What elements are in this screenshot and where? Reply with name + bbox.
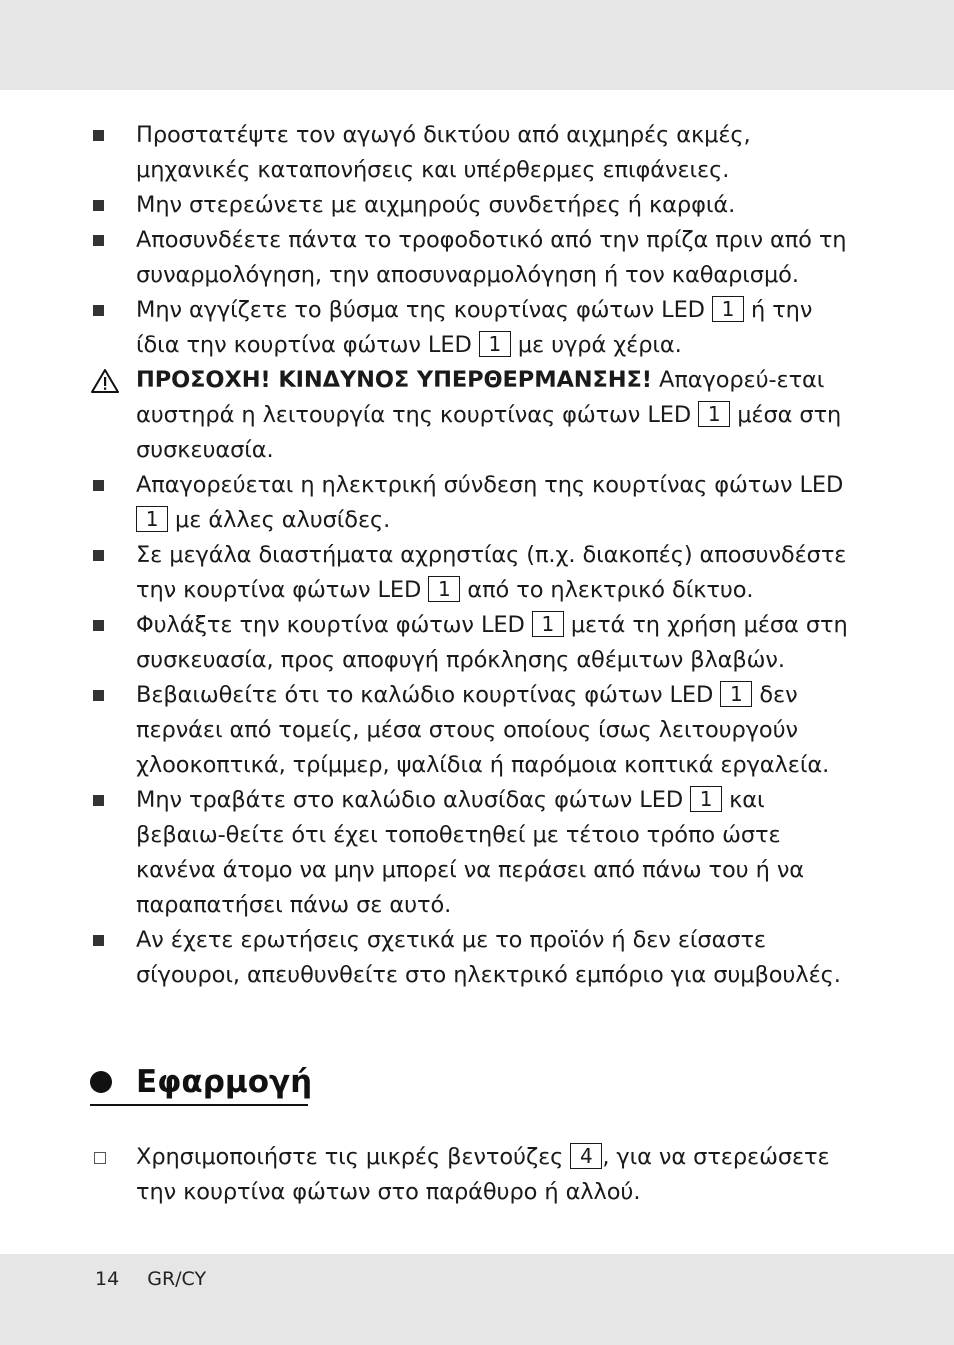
part-reference: 1: [428, 576, 460, 602]
square-bullet-icon: [88, 783, 136, 818]
text-segment: Μην αγγίζετε το βύσμα της κουρτίνας φώτων LED: [136, 297, 712, 323]
square-bullet-icon: [88, 293, 136, 328]
section-title: Εφαρμογή: [136, 1064, 313, 1100]
part-reference: 1: [479, 331, 511, 357]
page-footer: [95, 1268, 228, 1290]
part-reference: 4: [570, 1143, 602, 1169]
text-segment: μέσα στη συσκευασία.: [136, 402, 842, 463]
square-bullet-icon: [88, 923, 136, 958]
part-reference: 1: [532, 611, 564, 637]
text-segment: Φυλάξτε την κουρτίνα φώτων LED: [136, 612, 532, 638]
square-bullet-icon: [88, 468, 136, 503]
list-item: [88, 923, 868, 993]
part-reference: 1: [136, 506, 168, 532]
locale-code: GR/CY: [147, 1268, 207, 1290]
list-item: [88, 363, 868, 468]
item-text: [136, 223, 858, 293]
square-bullet-icon: [88, 538, 136, 573]
list-item: [88, 118, 868, 188]
text-segment: Προστατέψτε τον αγωγό δικτύου από αιχμηρές ακμές, μηχανικές καταπονήσεις και υπέρθερμες επιφάνειες.: [136, 122, 751, 183]
list-item: [88, 783, 868, 923]
square-bullet-icon: [88, 118, 136, 153]
item-text: [136, 1140, 858, 1210]
item-text: [136, 923, 858, 993]
item-text: [136, 608, 858, 678]
item-text: [136, 538, 858, 608]
square-bullet-icon: [88, 223, 136, 258]
list-item: [88, 608, 868, 678]
square-bullet-icon: [88, 608, 136, 643]
section-bullet-icon: [90, 1071, 112, 1093]
checkbox-icon: [88, 1140, 136, 1175]
part-reference: 1: [720, 681, 752, 707]
warning-title: ΠΡΟΣΟΧΗ! ΚΙΝΔΥΝΟΣ ΥΠΕΡΘΕΡΜΑΝΣΗΣ!: [136, 367, 652, 393]
page-number: 14: [95, 1268, 120, 1290]
item-text: [136, 363, 858, 468]
text-segment: Απαγορεύ-εται αυστηρά η λειτουργία της κουρτίνας φώτων LED: [136, 367, 825, 428]
item-text: [136, 783, 858, 923]
list-item: [88, 678, 868, 783]
text-segment: με άλλες αλυσίδες.: [168, 507, 391, 533]
list-item: [88, 223, 868, 293]
text-segment: και βεβαιω-θείτε ότι έχει τοποθετηθεί με τέτοιο τρόπο ώστε κανένα άτομο να μην μπορεί να περάσει από πάνω του ή να παραπατήσει πάνω σε αυτό.: [136, 787, 805, 918]
list-item: [88, 293, 868, 363]
item-text: [136, 678, 858, 783]
section-underline: [90, 1104, 308, 1106]
list-item: [88, 538, 868, 608]
item-text: [136, 468, 858, 538]
part-reference: 1: [712, 296, 744, 322]
text-segment: Αποσυνδέετε πάντα το τροφοδοτικό από την πρίζα πριν από τη συναρμολόγηση, την αποσυναρμολόγηση ή τον καθαρισμό.: [136, 227, 847, 288]
text-segment: με υγρά χέρια.: [510, 332, 682, 358]
text-segment: δεν περνάει από τομείς, μέσα στους οποίους ίσως λειτουργούν χλοοκοπτικά, τρίμμερ, ψαλίδια ή παρόμοια κοπτικά εργαλεία.: [136, 682, 830, 778]
item-text: [136, 118, 858, 188]
list-item: [88, 1140, 868, 1210]
square-bullet-icon: [88, 188, 136, 223]
item-text: [136, 188, 858, 223]
text-segment: Απαγορεύεται η ηλεκτρική σύνδεση της κουρτίνας φώτων LED: [136, 472, 844, 498]
warning-triangle-icon: [88, 363, 136, 398]
text-segment: από το ηλεκτρικό δίκτυο.: [460, 577, 754, 603]
text-segment: μετά τη χρήση μέσα στη συσκευασία, προς αποφυγή πρόκλησης αθέμιτων βλαβών.: [136, 612, 848, 673]
usage-instructions-list: [88, 1140, 868, 1210]
list-item: [88, 188, 868, 223]
square-bullet-icon: [88, 678, 136, 713]
text-segment: , για να στερεώσετε την κουρτίνα φώτων στο παράθυρο ή αλλού.: [136, 1144, 830, 1205]
text-segment: ή την ίδια την κουρτίνα φώτων LED: [136, 297, 813, 358]
text-segment: Σε μεγάλα διαστήματα αχρηστίας (π.χ. διακοπές) αποσυνδέστε την κουρτίνα φώτων LED: [136, 542, 847, 603]
safety-instructions-list: [88, 118, 868, 993]
text-segment: Μην στερεώνετε με αιχμηρούς συνδετήρες ή καρφιά.: [136, 192, 736, 218]
list-item: [88, 468, 868, 538]
text-segment: Βεβαιωθείτε ότι το καλώδιο κουρτίνας φώτων LED: [136, 682, 721, 708]
header-band: [0, 0, 954, 90]
text-segment: Μην τραβάτε στο καλώδιο αλυσίδας φώτων LED: [136, 787, 691, 813]
section-heading: [90, 1064, 312, 1100]
item-text: [136, 293, 858, 363]
part-reference: 1: [698, 401, 730, 427]
text-segment: Χρησιμοποιήστε τις μικρές βεντούζες: [136, 1144, 571, 1170]
part-reference: 1: [690, 786, 722, 812]
text-segment: Αν έχετε ερωτήσεις σχετικά με το προϊόν ή δεν είσαστε σίγουροι, απευθυνθείτε στο ηλεκτρικό εμπόριο για συμβουλές.: [136, 927, 841, 988]
